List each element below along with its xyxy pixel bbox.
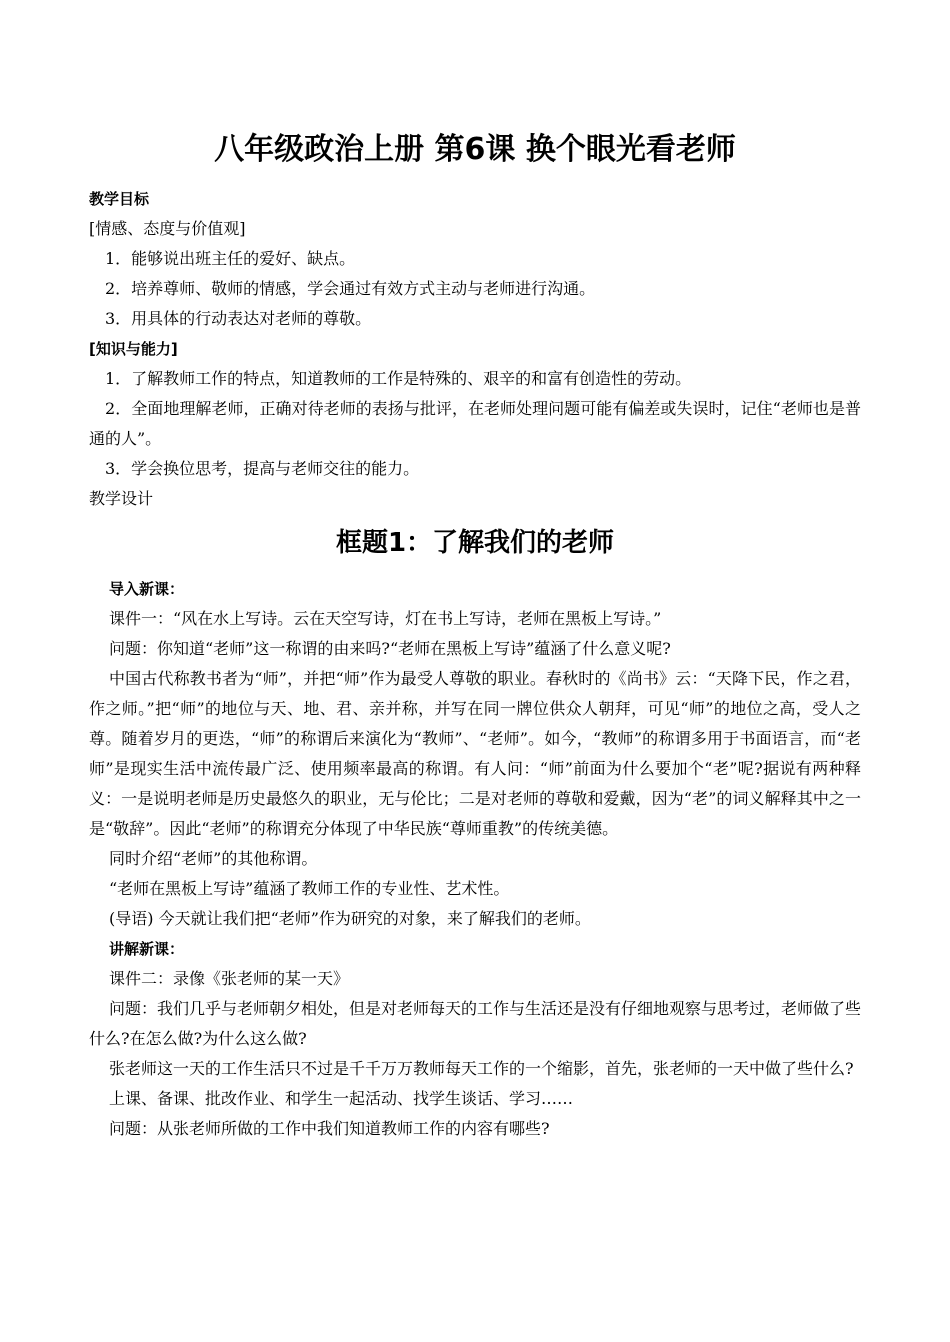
emotion-item-3: 3．用具体的行动表达对老师的尊敬。 <box>105 309 372 328</box>
lecture-heading: 讲解新课： <box>109 940 185 958</box>
paragraph-2: 张老师这一天的工作生活只不过是千千万万教师每天工作的一个缩影，首先，张老师的一天中做了些什么? <box>109 1059 854 1078</box>
line-guide: (导语) 今天就让我们把“老师”作为研究的对象，来了解我们的老师。 <box>109 909 591 928</box>
line-other-titles: 同时介绍“老师”的其他称谓。 <box>109 849 318 868</box>
knowledge-heading: [知识与能力] <box>89 340 178 358</box>
courseware-2: 课件二：录像《张老师的某一天》 <box>109 969 350 988</box>
intro-heading: 导入新课： <box>109 580 185 598</box>
knowledge-item-3: 3．学会换位思考，提高与老师交往的能力。 <box>105 459 420 478</box>
document-title: 八年级政治上册 第6课 换个眼光看老师 <box>214 132 736 167</box>
objectives-heading: 教学目标 <box>89 190 150 208</box>
design-label: 教学设计 <box>89 489 154 508</box>
document-page <box>89 124 861 1144</box>
emotion-heading: [情感、态度与价值观] <box>89 219 246 238</box>
question-3: 问题：从张老师所做的工作中我们知道教师工作的内容有哪些? <box>109 1119 550 1138</box>
knowledge-item-2: 2．全面地理解老师，正确对待老师的表扬与批评，在老师处理问题可能有偏差或失误时，记住“老师也是普通的人”。 <box>89 399 861 448</box>
courseware-1: 课件一：“风在水上写诗。云在天空写诗，灯在书上写诗，老师在黑板上写诗。” <box>109 609 662 628</box>
section-title: 框题1：了解我们的老师 <box>335 528 615 558</box>
question-2: 问题：我们几乎与老师朝夕相处，但是对老师每天的工作与生活还是没有仔细地观察与思考过，老师做了些什么?在怎么做?为什么这么做? <box>89 999 862 1048</box>
line-tasks: 上课、备课、批改作业、和学生一起活动、找学生谈话、学习…… <box>109 1089 574 1108</box>
paragraph-1: 中国古代称教书者为“师”，并把“师”作为最受人尊敬的职业。春秋时的《尚书》云：“天降下民，作之君，作之师。”把“师”的地位与天、地、君、亲并称，并写在同一牌位供众人朝拜，可见“师”的地位之高，受人之尊。随着岁月的更迭，“师”的称谓后来演化为“教师”、“老师”。如今，“教师”的称谓多用于书面语言，而“老师”是现实生活中流传最广泛、使用频率最高的称谓。有人问：“师”前面为什么要加个“老”呢?据说有两种释义：一是说明老师是历史最悠久的职业，无与伦比；二是对老师的尊敬和爱戴，因为“老”的词义解释其中之一是“敬辞”。因此“老师”的称谓充分体现了中华民族“尊师重教”的传统美德。 <box>89 669 861 838</box>
question-1: 问题：你知道“老师”这一称谓的由来吗?“老师在黑板上写诗”蕴涵了什么意义呢? <box>109 639 671 658</box>
emotion-item-2: 2．培养尊师、敬师的情感，学会通过有效方式主动与老师进行沟通。 <box>105 279 596 298</box>
knowledge-item-1: 1．了解教师工作的特点，知道教师的工作是特殊的、艰辛的和富有创造性的劳动。 <box>105 369 692 388</box>
emotion-item-1: 1．能够说出班主任的爱好、缺点。 <box>105 249 356 268</box>
line-poem-meaning: “老师在黑板上写诗”蕴涵了教师工作的专业性、艺术性。 <box>109 879 510 898</box>
